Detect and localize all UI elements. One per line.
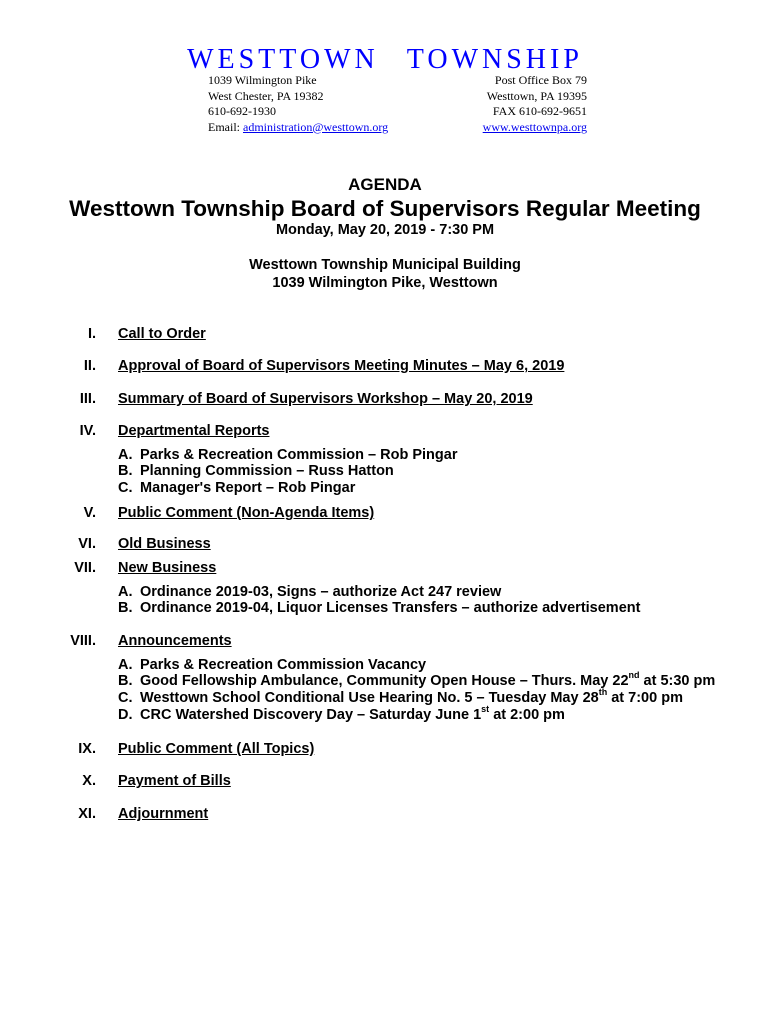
subitem-text: Ordinance 2019-03, Signs – authorize Act 247 review <box>140 584 502 600</box>
agenda-item-label: Approval of Board of Supervisors Meeting Minutes – May 6, 2019 <box>118 358 565 374</box>
subitem-time: at 5:30 pm <box>639 673 716 689</box>
agenda-item-label: Old Business <box>118 536 211 552</box>
subitem-text: Parks & Recreation Commission – Rob Pingar <box>140 447 458 463</box>
agenda-item-number: VIII. <box>70 633 96 649</box>
agenda-item-label: Summary of Board of Supervisors Workshop – May 20, 2019 <box>118 391 533 407</box>
agenda-item-label: New Business <box>118 560 217 576</box>
agenda-item-number: V. <box>83 505 96 521</box>
meeting-date: Monday, May 20, 2019 - 7:30 PM <box>275 222 495 238</box>
subitem-text: Westtown School Conditional Use Hearing No. 5 – Tuesday May 28 <box>140 690 599 706</box>
agenda-item-number: II. <box>83 358 96 374</box>
subitem-letter: A. <box>118 447 133 463</box>
subitem-text: Manager's Report – Rob Pingar <box>140 480 356 496</box>
agenda-item-number: XI. <box>78 806 96 822</box>
title-word-westtown: WESTTOWN <box>187 44 379 75</box>
agenda-subitem <box>118 657 426 673</box>
township-letterhead-title <box>0 44 770 76</box>
subitem-letter: B. <box>118 600 133 616</box>
po-box: Post Office Box 79 <box>494 73 587 87</box>
email-label: Email: <box>208 119 243 134</box>
fax-number: FAX 610-692-9651 <box>492 104 587 118</box>
subitem-letter: C. <box>118 690 133 706</box>
ordinal-suffix: nd <box>628 670 640 680</box>
email-link[interactable]: administration@westtown.org <box>243 119 389 134</box>
agenda-item-label: Public Comment (All Topics) <box>118 741 315 757</box>
agenda-item-number: IV. <box>79 423 96 439</box>
subitem-letter: A. <box>118 584 133 600</box>
agenda-item-number: IX. <box>78 741 96 757</box>
subitem-time: at 2:00 pm <box>489 707 565 723</box>
subitem-text: Good Fellowship Ambulance, Community Open House – Thurs. May 22 <box>140 673 629 689</box>
city-state-zip: West Chester, PA 19382 <box>208 88 324 103</box>
phone-number: 610-692-1930 <box>208 104 276 118</box>
letterhead-address-left <box>208 73 388 135</box>
agenda-item-number: III. <box>79 391 96 407</box>
agenda-subitem <box>118 670 716 689</box>
agenda-item-number: VII. <box>74 560 96 576</box>
po-city-state-zip: Westtown, PA 19395 <box>486 88 587 103</box>
agenda-item-label: Public Comment (Non-Agenda Items) <box>118 505 375 521</box>
agenda-item-label: Call to Order <box>118 326 206 342</box>
agenda-label: AGENDA <box>348 175 422 194</box>
agenda-item-label: Adjournment <box>118 806 209 822</box>
agenda-item-number: I. <box>87 326 96 342</box>
subitem-letter: A. <box>118 657 133 673</box>
subitem-time: at 7:00 pm <box>607 690 683 706</box>
agenda-subitem <box>118 463 394 479</box>
agenda-subitem <box>118 600 640 616</box>
agenda-item-number: VI. <box>78 536 96 552</box>
agenda-subitem <box>118 704 565 723</box>
subitem-text: Ordinance 2019-04, Liquor Licenses Transfers – authorize advertisement <box>140 600 641 616</box>
ordinal-suffix: st <box>481 704 490 714</box>
subitem-text: Parks & Recreation Commission Vacancy <box>140 657 427 673</box>
agenda-subitem <box>118 447 457 463</box>
title-word-township: TOWNSHIP <box>406 44 583 75</box>
agenda-item-label: Departmental Reports <box>118 423 270 439</box>
street-address: 1039 Wilmington Pike <box>208 73 317 87</box>
agenda-subitem <box>118 480 355 496</box>
ordinal-suffix: th <box>598 687 608 697</box>
subitem-text: CRC Watershed Discovery Day – Saturday June 1 <box>140 707 482 723</box>
agenda-subitem <box>118 687 683 706</box>
email-line <box>208 120 388 136</box>
subitem-letter: C. <box>118 480 133 496</box>
agenda-item-number: X. <box>82 773 96 789</box>
agenda-subitem <box>118 584 501 600</box>
location-building: Westtown Township Municipal Building <box>249 257 521 273</box>
letterhead-address-right <box>483 73 587 135</box>
agenda-item-label: Announcements <box>118 633 232 649</box>
meeting-location <box>0 256 770 292</box>
subitem-text: Planning Commission – Russ Hatton <box>140 463 394 479</box>
subitem-letter: D. <box>118 707 133 723</box>
location-address: 1039 Wilmington Pike, Westtown <box>272 275 498 291</box>
subitem-letter: B. <box>118 673 133 689</box>
subitem-letter: B. <box>118 463 133 479</box>
meeting-title: Westtown Township Board of Supervisors Regular Meeting <box>69 196 701 221</box>
website-link[interactable]: www.westtownpa.org <box>482 119 587 134</box>
agenda-item-label: Payment of Bills <box>118 773 231 789</box>
